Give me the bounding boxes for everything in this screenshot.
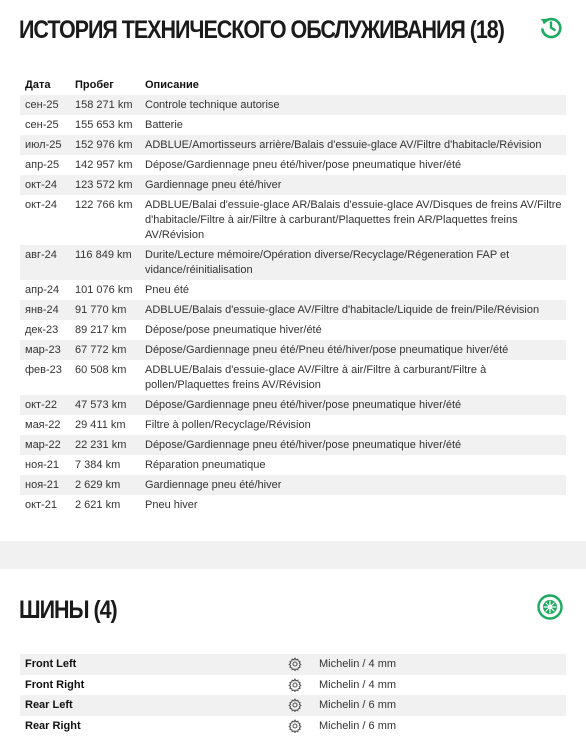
tire-gear-cell <box>288 654 314 675</box>
cell-description: Dépose/pose pneumatique hiver/été <box>140 320 566 340</box>
cell-mileage: 47 573 km <box>70 395 140 415</box>
table-row <box>20 195 566 245</box>
tire-row <box>20 695 566 716</box>
cell-description: ADBLUE/Amortisseurs arrière/Balais d'essuie-glace AV/Filtre d'habitacle/Révision <box>140 135 566 155</box>
cell-date: мар-22 <box>20 435 70 455</box>
tire-position: Front Left <box>20 654 288 675</box>
cell-description: Dépose/Gardiennage pneu été/Pneu été/hiver/pose pneumatique hiver/été <box>140 340 566 360</box>
cell-mileage: 152 976 km <box>70 135 140 155</box>
cell-date: фев-23 <box>20 360 70 395</box>
cell-mileage: 67 772 km <box>70 340 140 360</box>
tire-gear-cell <box>288 695 314 716</box>
history-title: ИСТОРИЯ ТЕХНИЧЕСКОГО ОБСЛУЖИВАНИЯ (18) <box>19 16 504 44</box>
gear-icon <box>288 719 302 733</box>
cell-date: дек-23 <box>20 320 70 340</box>
gear-icon <box>288 678 302 692</box>
cell-mileage: 2 629 km <box>70 475 140 495</box>
cell-description: Dépose/Gardiennage pneu été/hiver/pose pneumatique hiver/été <box>140 435 566 455</box>
cell-date: янв-24 <box>20 300 70 320</box>
cell-description: Gardiennage pneu été/hiver <box>140 175 566 195</box>
tire-position: Front Right <box>20 675 288 696</box>
tire-value: Michelin / 4 mm <box>314 654 566 675</box>
table-row <box>20 455 566 475</box>
tire-row <box>20 654 566 675</box>
cell-mileage: 2 621 km <box>70 495 140 515</box>
cell-description: ADBLUE/Balai d'essuie-glace AR/Balais d'essuie-glace AV/Disques de freins AV/Filtre d'habitacle/Filtre à air/Filtre à carburant/Plaquettes frein AR/Plaquettes freins AV/Révision <box>140 195 566 245</box>
tires-table <box>20 654 566 736</box>
table-row <box>20 475 566 495</box>
table-row <box>20 115 566 135</box>
table-row <box>20 415 566 435</box>
cell-description: ADBLUE/Balais d'essuie-glace AV/Filtre d'habitacle/Liquide de frein/Pile/Révision <box>140 300 566 320</box>
table-row <box>20 300 566 320</box>
cell-date: окт-24 <box>20 195 70 245</box>
cell-date: мар-23 <box>20 340 70 360</box>
cell-date: авг-24 <box>20 245 70 280</box>
cell-description: Gardiennage pneu été/hiver <box>140 475 566 495</box>
col-header-date: Дата <box>20 74 70 95</box>
cell-date: мая-22 <box>20 415 70 435</box>
cell-date: окт-21 <box>20 495 70 515</box>
tire-value: Michelin / 4 mm <box>314 675 566 696</box>
history-icon[interactable] <box>538 14 564 40</box>
cell-date: окт-24 <box>20 175 70 195</box>
table-row <box>20 280 566 300</box>
table-row <box>20 435 566 455</box>
tire-position: Rear Right <box>20 716 288 737</box>
table-row <box>20 340 566 360</box>
cell-description: Pneu hiver <box>140 495 566 515</box>
tire-gear-cell <box>288 716 314 737</box>
tires-title: ШИНЫ (4) <box>19 596 117 624</box>
cell-mileage: 7 384 km <box>70 455 140 475</box>
cell-date: окт-22 <box>20 395 70 415</box>
table-row <box>20 395 566 415</box>
cell-description: Réparation pneumatique <box>140 455 566 475</box>
table-row <box>20 175 566 195</box>
table-row <box>20 95 566 115</box>
cell-mileage: 29 411 km <box>70 415 140 435</box>
tire-row <box>20 716 566 737</box>
cell-date: апр-24 <box>20 280 70 300</box>
cell-mileage: 158 271 km <box>70 95 140 115</box>
cell-description: ADBLUE/Balais d'essuie-glace AV/Filtre à air/Filtre à carburant/Filtre à pollen/Plaquettes freins AV/Révision <box>140 360 566 395</box>
cell-mileage: 116 849 km <box>70 245 140 280</box>
cell-description: Pneu été <box>140 280 566 300</box>
table-row <box>20 155 566 175</box>
tires-section <box>0 569 586 754</box>
cell-mileage: 123 572 km <box>70 175 140 195</box>
cell-mileage: 60 508 km <box>70 360 140 395</box>
table-row <box>20 360 566 395</box>
cell-description: Controle technique autorise <box>140 95 566 115</box>
cell-mileage: 22 231 km <box>70 435 140 455</box>
gear-icon <box>288 698 302 712</box>
cell-description: Batterie <box>140 115 566 135</box>
cell-mileage: 89 217 km <box>70 320 140 340</box>
table-row <box>20 135 566 155</box>
cell-date: апр-25 <box>20 155 70 175</box>
gear-icon <box>288 657 302 671</box>
cell-mileage: 91 770 km <box>70 300 140 320</box>
cell-mileage: 155 653 km <box>70 115 140 135</box>
col-header-description: Описание <box>140 74 566 95</box>
tire-gear-cell <box>288 675 314 696</box>
table-row <box>20 320 566 340</box>
cell-description: Filtre à pollen/Recyclage/Révision <box>140 415 566 435</box>
tire-value: Michelin / 6 mm <box>314 695 566 716</box>
tire-position: Rear Left <box>20 695 288 716</box>
cell-date: сен-25 <box>20 95 70 115</box>
cell-description: Durite/Lecture mémoire/Opération diverse/Recyclage/Régeneration FAP et vidance/réinitialisation <box>140 245 566 280</box>
tire-row <box>20 675 566 696</box>
cell-mileage: 142 957 km <box>70 155 140 175</box>
cell-mileage: 122 766 km <box>70 195 140 245</box>
history-table <box>20 74 566 515</box>
cell-date: ноя-21 <box>20 455 70 475</box>
col-header-mileage: Пробег <box>70 74 140 95</box>
cell-description: Dépose/Gardiennage pneu été/hiver/pose pneumatique hiver/été <box>140 155 566 175</box>
section-divider <box>0 541 586 569</box>
cell-date: ноя-21 <box>20 475 70 495</box>
table-row <box>20 495 566 515</box>
cell-date: сен-25 <box>20 115 70 135</box>
table-row <box>20 245 566 280</box>
tire-value: Michelin / 6 mm <box>314 716 566 737</box>
cell-date: июл-25 <box>20 135 70 155</box>
tire-icon[interactable] <box>537 594 563 620</box>
cell-mileage: 101 076 km <box>70 280 140 300</box>
history-header-row <box>20 74 566 95</box>
cell-description: Dépose/Gardiennage pneu été/hiver/pose pneumatique hiver/été <box>140 395 566 415</box>
